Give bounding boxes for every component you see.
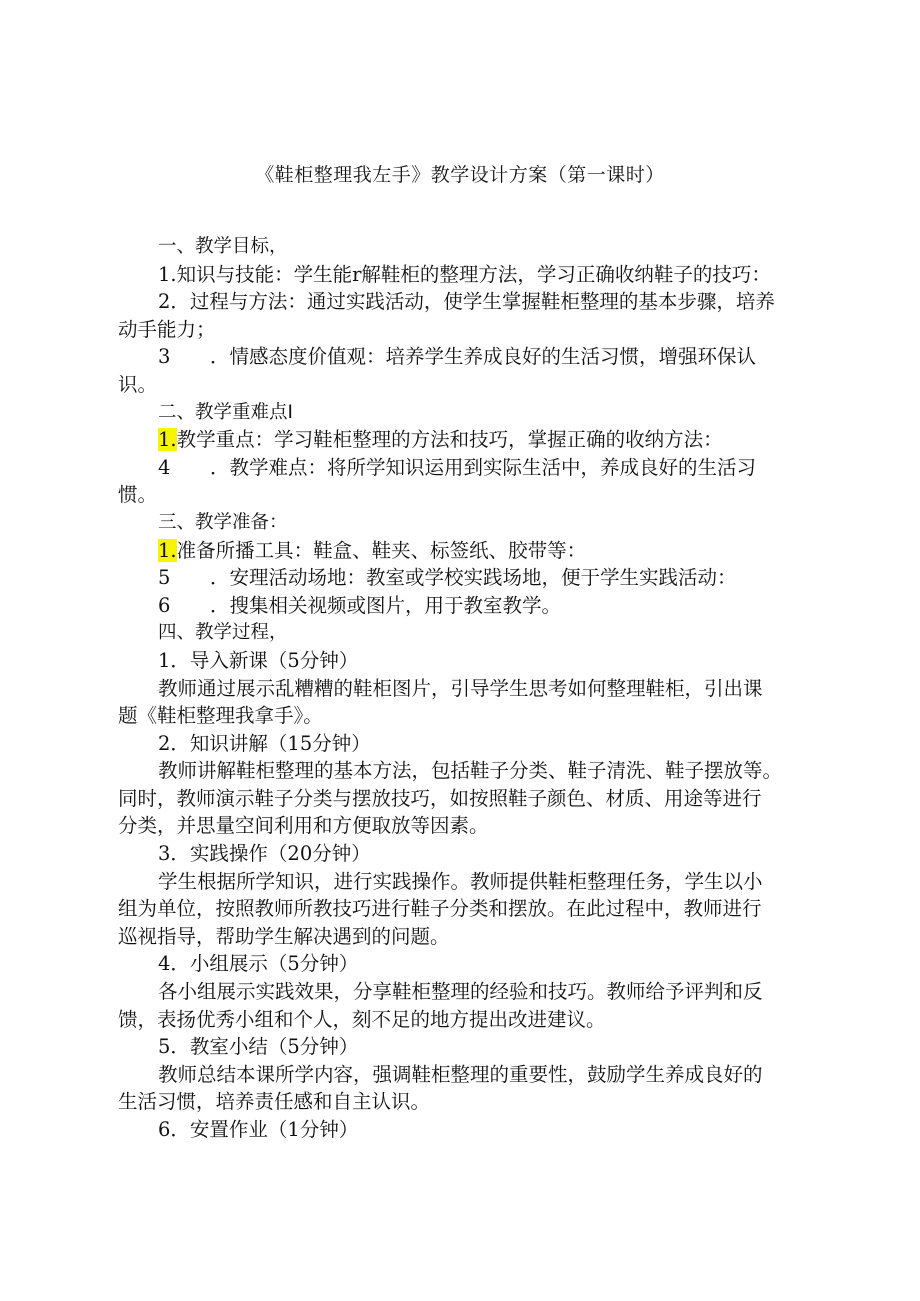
item-text: 教学重点：学习鞋柜整理的方法和技巧，掌握正确的收纳方法： [176, 428, 723, 452]
item-number: 6 [158, 593, 171, 617]
section-heading-process: 四、教学过程， [158, 622, 288, 644]
document-title: 《鞋柜整理我左手》教学设计方案（第一课时） [255, 164, 665, 186]
key-point-item-2-cont: 惯。 [118, 483, 158, 507]
process-step-text-2b: 同时，教师演示鞋子分类与摆放技巧，如按照鞋子颜色、材质、用途等进行 [118, 786, 762, 810]
process-step-text-3b: 组为单位，按照教师所教技巧进行鞋子分类和摆放。在此过程中，教师进行 [118, 897, 762, 921]
process-step-text-3c: 巡视指导，帮助学生解决遇到的问题。 [118, 924, 450, 948]
objective-item-2: 2．过程与方法：通过实践活动，使学生掌握鞋柜整理的基本步骤，培养 [158, 290, 775, 314]
process-step-text-4b: 馈，表扬优秀小组和个人，刻不足的地方提出改进建议。 [118, 1007, 606, 1031]
preparation-item-2 [118, 564, 838, 592]
objective-item-3 [118, 343, 838, 371]
process-step-text-4a: 各小组展示实践效果，分享鞋柜整理的经验和技巧。教师给予评判和反 [158, 980, 763, 1004]
process-step-text-5a: 教师总结本课所学内容，强调鞋柜整理的重要性，鼓励学生养成良好的 [158, 1062, 763, 1086]
process-step-text-2a: 教师讲解鞋柜整理的基本方法，包括鞋子分类、鞋子清洗、鞋子摆放等。 [158, 759, 783, 783]
process-step-title-6: 6．安置作业（1分钟） [158, 1118, 359, 1141]
process-step-title-3: 3．实践操作（20分钟） [158, 842, 371, 866]
item-number: 3 [158, 345, 171, 369]
section-heading-key-points: 二、教学重难点I [158, 401, 293, 423]
item-text: ．教学难点：将所学知识运用到实际生活中，养成良好的生活习 [210, 455, 757, 479]
item-text: ．情感态度价值观：培养学生养成良好的生活习惯，增强环保认 [210, 345, 757, 369]
section-heading-objectives: 一、教学目标， [158, 236, 288, 257]
item-text: ．搜集相关视频或图片，用于教室教学。 [210, 593, 562, 617]
process-step-title-1: 1．导入新课（5分钟） [158, 648, 359, 672]
process-step-title-2: 2．知识讲解（15分钟） [158, 731, 371, 755]
item-number: 4 [158, 455, 171, 479]
document-body [118, 233, 838, 1144]
section-heading-preparation: 三、教学准备： [158, 511, 288, 533]
item-text: 准备所播工具：鞋盒、鞋夹、标签纸、胶带等： [176, 538, 587, 562]
key-point-item-1 [118, 426, 838, 454]
process-step-title-4: 4．小组展示（5分钟） [158, 952, 359, 976]
preparation-item-3 [118, 592, 838, 620]
process-step-title-5: 5．教室小结（5分钟） [158, 1035, 359, 1059]
process-step-text-1b: 题《鞋柜整理我拿手》。 [118, 704, 323, 728]
process-step-text-1a: 教师通过展示乱糟糟的鞋柜图片，引导学生思考如何整理鞋柜，引出课 [158, 676, 763, 700]
process-step-text-2c: 分类，并思量空间利用和方便取放等因素。 [118, 814, 489, 838]
item-text: ．安理活动场地：教室或学校实践场地，便于学生实践活动： [210, 566, 737, 590]
preparation-item-1 [118, 537, 838, 565]
highlighted-number: 1. [158, 538, 177, 562]
process-step-text-5b: 生活习惯，培养责任感和自主认识。 [118, 1090, 431, 1114]
item-number: 5 [158, 566, 171, 590]
highlighted-number: 1. [158, 428, 177, 452]
objective-item-2-cont: 动手能力； [118, 317, 216, 341]
objective-item-1: 1.知识与技能：学生能r解鞋柜的整理方法，学习正确收纳鞋子的技巧： [158, 262, 771, 286]
key-point-item-2 [118, 454, 838, 482]
objective-item-3-cont: 识。 [118, 372, 158, 396]
process-step-text-3a: 学生根据所学知识，进行实践操作。教师提供鞋柜整理任务，学生以小 [158, 869, 763, 893]
